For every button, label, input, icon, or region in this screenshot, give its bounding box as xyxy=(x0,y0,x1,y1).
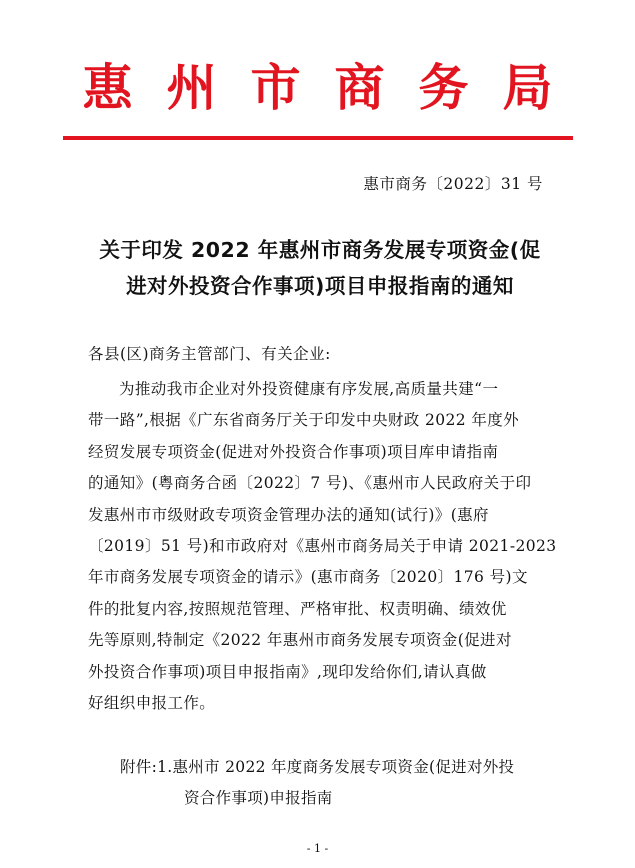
body-line: 先等原则,特制定《2022 年惠州市商务发展专项资金(促进对 xyxy=(88,631,512,650)
body-line: 经贸发展专项资金(促进对外投资合作事项)项目库申请指南 xyxy=(88,442,499,461)
title-line: 关于印发 2022 年惠州市商务发展专项资金(促 xyxy=(99,238,541,262)
attachment-item-continuation: 资合作事项)申报指南 xyxy=(184,789,333,807)
issuer-heading: 惠州市商务局 xyxy=(82,58,587,117)
red-divider-line xyxy=(63,136,573,140)
body-line: 的通知》(粤商务合函〔2022〕7 号)、《惠州市人民政府关于印 xyxy=(88,474,532,493)
attachment-list xyxy=(120,752,580,814)
body-line: 带一路”,根据《广东省商务厅关于印发中央财政 2022 年度外 xyxy=(88,411,520,430)
attachment-item: 附件:1.惠州市 2022 年度商务发展专项资金(促进对外投 xyxy=(120,758,515,776)
page-number: - 1 - xyxy=(306,842,329,855)
title-line: 进对外投资合作事项)项目申报指南的通知 xyxy=(126,274,514,298)
body-line: 外投资合作事项)项目申报指南》,现印发给你们,请认真做 xyxy=(88,662,487,681)
body-line: 好组织申报工作。 xyxy=(88,694,216,713)
document-number: 惠市商务〔2022〕31 号 xyxy=(363,175,543,193)
addressee: 各县(区)商务主管部门、有关企业: xyxy=(88,345,331,363)
body-line: 〔2019〕51 号)和市政府对《惠州市商务局关于申请 2021-2023 xyxy=(88,537,557,556)
body-line: 件的批复内容,按照规范管理、严格审批、权责明确、绩效优 xyxy=(88,599,507,618)
body-line: 发惠州市市级财政专项资金管理办法的通知(试行)》(惠府 xyxy=(88,505,489,524)
body-line: 为推动我市企业对外投资健康有序发展,高质量共建“一 xyxy=(119,380,499,398)
body-paragraph xyxy=(88,374,557,719)
document-title xyxy=(80,232,560,304)
body-line: 年市商务发展专项资金的请示》(惠市商务〔2020〕176 号)文 xyxy=(88,568,528,587)
